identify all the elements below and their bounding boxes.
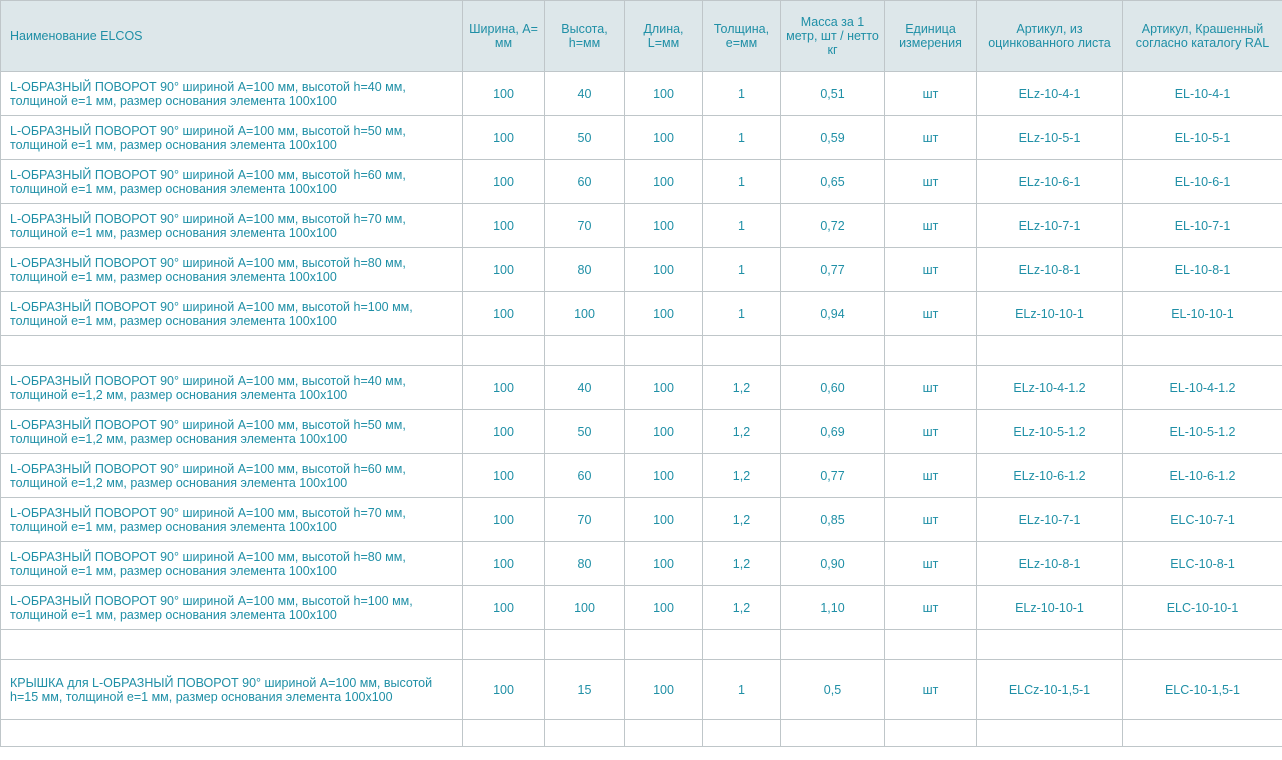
cell-article-zinc: ELz-10-10-1	[977, 586, 1123, 630]
cell-length: 100	[625, 498, 703, 542]
cell-thickness: 1,2	[703, 586, 781, 630]
header-article-ral: Артикул, Крашенный согласно каталогу RAL	[1123, 1, 1282, 72]
table-row	[1, 660, 1282, 720]
cell-unit: шт	[885, 292, 977, 336]
table-row	[1, 292, 1282, 336]
cell-width: 100	[463, 660, 545, 720]
table-row	[1, 160, 1282, 204]
empty-cell	[625, 630, 703, 660]
empty-cell	[463, 336, 545, 366]
cell-article-ral: EL-10-7-1	[1123, 204, 1282, 248]
cell-article-ral: EL-10-6-1.2	[1123, 454, 1282, 498]
empty-cell	[1, 720, 463, 747]
cell-name: L-ОБРАЗНЫЙ ПОВОРОТ 90° шириной A=100 мм, высотой h=50 мм, толщиной e=1 мм, размер основания элемента 100x100	[1, 116, 463, 160]
cell-height: 50	[545, 116, 625, 160]
cell-mass: 0,5	[781, 660, 885, 720]
cell-thickness: 1,2	[703, 410, 781, 454]
cell-width: 100	[463, 498, 545, 542]
header-unit: Единица измерения	[885, 1, 977, 72]
cell-thickness: 1	[703, 660, 781, 720]
cell-height: 40	[545, 366, 625, 410]
empty-cell	[545, 630, 625, 660]
cell-name: L-ОБРАЗНЫЙ ПОВОРОТ 90° шириной A=100 мм, высотой h=70 мм, толщиной e=1 мм, размер основания элемента 100x100	[1, 204, 463, 248]
empty-row	[1, 720, 1282, 747]
cell-article-zinc: ELz-10-7-1	[977, 204, 1123, 248]
cell-unit: шт	[885, 204, 977, 248]
empty-cell	[977, 336, 1123, 366]
cell-height: 15	[545, 660, 625, 720]
cell-width: 100	[463, 72, 545, 116]
empty-cell	[703, 630, 781, 660]
cell-height: 80	[545, 248, 625, 292]
cell-mass: 0,90	[781, 542, 885, 586]
cell-width: 100	[463, 586, 545, 630]
table-row	[1, 542, 1282, 586]
cell-article-zinc: ELz-10-7-1	[977, 498, 1123, 542]
cell-thickness: 1	[703, 160, 781, 204]
cell-width: 100	[463, 160, 545, 204]
cell-article-zinc: ELz-10-6-1.2	[977, 454, 1123, 498]
cell-unit: шт	[885, 542, 977, 586]
cell-width: 100	[463, 204, 545, 248]
cell-mass: 0,59	[781, 116, 885, 160]
cell-article-zinc: ELz-10-8-1	[977, 542, 1123, 586]
table-row	[1, 498, 1282, 542]
cell-name: L-ОБРАЗНЫЙ ПОВОРОТ 90° шириной A=100 мм, высотой h=40 мм, толщиной e=1 мм, размер основания элемента 100x100	[1, 72, 463, 116]
header-mass: Масса за 1 метр, шт / нетто кг	[781, 1, 885, 72]
cell-thickness: 1,2	[703, 366, 781, 410]
cell-article-ral: EL-10-8-1	[1123, 248, 1282, 292]
empty-cell	[1, 630, 463, 660]
cell-article-zinc: ELz-10-4-1.2	[977, 366, 1123, 410]
cell-article-zinc: ELz-10-5-1.2	[977, 410, 1123, 454]
empty-cell	[463, 720, 545, 747]
empty-cell	[977, 630, 1123, 660]
cell-article-ral: ELC-10-10-1	[1123, 586, 1282, 630]
cell-length: 100	[625, 586, 703, 630]
cell-name: L-ОБРАЗНЫЙ ПОВОРОТ 90° шириной A=100 мм, высотой h=70 мм, толщиной e=1 мм, размер основания элемента 100x100	[1, 498, 463, 542]
cell-mass: 0,69	[781, 410, 885, 454]
cell-mass: 0,51	[781, 72, 885, 116]
cell-height: 60	[545, 454, 625, 498]
cell-width: 100	[463, 116, 545, 160]
cell-name: L-ОБРАЗНЫЙ ПОВОРОТ 90° шириной A=100 мм, высотой h=100 мм, толщиной e=1 мм, размер основания элемента 100x100	[1, 586, 463, 630]
cell-unit: шт	[885, 660, 977, 720]
cell-article-zinc: ELz-10-5-1	[977, 116, 1123, 160]
empty-cell	[885, 720, 977, 747]
cell-width: 100	[463, 366, 545, 410]
cell-length: 100	[625, 292, 703, 336]
cell-article-ral: EL-10-10-1	[1123, 292, 1282, 336]
cell-name: L-ОБРАЗНЫЙ ПОВОРОТ 90° шириной A=100 мм, высотой h=100 мм, толщиной e=1 мм, размер основания элемента 100x100	[1, 292, 463, 336]
table-row	[1, 586, 1282, 630]
empty-cell	[885, 336, 977, 366]
cell-unit: шт	[885, 366, 977, 410]
cell-unit: шт	[885, 410, 977, 454]
cell-name: L-ОБРАЗНЫЙ ПОВОРОТ 90° шириной A=100 мм, высотой h=50 мм, толщиной e=1,2 мм, размер основания элемента 100x100	[1, 410, 463, 454]
cell-width: 100	[463, 454, 545, 498]
cell-thickness: 1,2	[703, 454, 781, 498]
header-thickness: Толщина, e=мм	[703, 1, 781, 72]
cell-article-ral: EL-10-5-1.2	[1123, 410, 1282, 454]
cell-width: 100	[463, 248, 545, 292]
table-row	[1, 410, 1282, 454]
empty-row	[1, 630, 1282, 660]
cell-mass: 0,72	[781, 204, 885, 248]
cell-name: L-ОБРАЗНЫЙ ПОВОРОТ 90° шириной A=100 мм, высотой h=60 мм, толщиной e=1,2 мм, размер основания элемента 100x100	[1, 454, 463, 498]
table-body	[1, 72, 1282, 747]
empty-cell	[781, 720, 885, 747]
cell-length: 100	[625, 116, 703, 160]
cell-height: 70	[545, 204, 625, 248]
cell-mass: 0,85	[781, 498, 885, 542]
cell-mass: 0,94	[781, 292, 885, 336]
cell-mass: 0,77	[781, 454, 885, 498]
empty-cell	[463, 630, 545, 660]
cell-height: 40	[545, 72, 625, 116]
cell-mass: 0,60	[781, 366, 885, 410]
cell-unit: шт	[885, 160, 977, 204]
empty-cell	[885, 630, 977, 660]
empty-cell	[1123, 630, 1282, 660]
empty-cell	[1123, 336, 1282, 366]
cell-width: 100	[463, 542, 545, 586]
header-length: Длина, L=мм	[625, 1, 703, 72]
cell-article-ral: EL-10-5-1	[1123, 116, 1282, 160]
cell-height: 100	[545, 586, 625, 630]
cell-length: 100	[625, 410, 703, 454]
cell-width: 100	[463, 292, 545, 336]
cell-height: 50	[545, 410, 625, 454]
cell-article-ral: EL-10-6-1	[1123, 160, 1282, 204]
cell-height: 70	[545, 498, 625, 542]
cell-length: 100	[625, 160, 703, 204]
cell-name: L-ОБРАЗНЫЙ ПОВОРОТ 90° шириной A=100 мм, высотой h=40 мм, толщиной e=1,2 мм, размер основания элемента 100x100	[1, 366, 463, 410]
header-width: Ширина, A= мм	[463, 1, 545, 72]
cell-height: 80	[545, 542, 625, 586]
cell-height: 100	[545, 292, 625, 336]
header-height: Высота, h=мм	[545, 1, 625, 72]
empty-cell	[545, 720, 625, 747]
cell-length: 100	[625, 248, 703, 292]
empty-cell	[1123, 720, 1282, 747]
table-row	[1, 72, 1282, 116]
cell-thickness: 1	[703, 204, 781, 248]
empty-row	[1, 336, 1282, 366]
cell-thickness: 1	[703, 72, 781, 116]
cell-length: 100	[625, 72, 703, 116]
empty-cell	[781, 336, 885, 366]
cell-article-ral: ELC-10-7-1	[1123, 498, 1282, 542]
cell-name: L-ОБРАЗНЫЙ ПОВОРОТ 90° шириной A=100 мм, высотой h=60 мм, толщиной e=1 мм, размер основания элемента 100x100	[1, 160, 463, 204]
cell-article-zinc: ELz-10-4-1	[977, 72, 1123, 116]
table-row	[1, 454, 1282, 498]
empty-cell	[545, 336, 625, 366]
empty-cell	[703, 720, 781, 747]
empty-cell	[781, 630, 885, 660]
cell-thickness: 1	[703, 292, 781, 336]
cell-mass: 0,65	[781, 160, 885, 204]
cell-article-zinc: ELCz-10-1,5-1	[977, 660, 1123, 720]
empty-cell	[977, 720, 1123, 747]
cell-article-zinc: ELz-10-6-1	[977, 160, 1123, 204]
cell-unit: шт	[885, 248, 977, 292]
cell-name: КРЫШКА для L-ОБРАЗНЫЙ ПОВОРОТ 90° шириной A=100 мм, высотой h=15 мм, толщиной e=1 мм, размер основания элемента 100x100	[1, 660, 463, 720]
empty-cell	[1, 336, 463, 366]
cell-mass: 1,10	[781, 586, 885, 630]
cell-length: 100	[625, 542, 703, 586]
cell-unit: шт	[885, 586, 977, 630]
table-row	[1, 204, 1282, 248]
empty-cell	[625, 336, 703, 366]
cell-name: L-ОБРАЗНЫЙ ПОВОРОТ 90° шириной A=100 мм, высотой h=80 мм, толщиной e=1 мм, размер основания элемента 100x100	[1, 248, 463, 292]
cell-thickness: 1,2	[703, 542, 781, 586]
cell-length: 100	[625, 204, 703, 248]
empty-cell	[703, 336, 781, 366]
cell-article-ral: ELC-10-1,5-1	[1123, 660, 1282, 720]
cell-length: 100	[625, 366, 703, 410]
cell-unit: шт	[885, 72, 977, 116]
cell-unit: шт	[885, 454, 977, 498]
cell-thickness: 1	[703, 116, 781, 160]
cell-unit: шт	[885, 116, 977, 160]
cell-article-zinc: ELz-10-10-1	[977, 292, 1123, 336]
table-row	[1, 116, 1282, 160]
cell-length: 100	[625, 454, 703, 498]
cell-article-ral: EL-10-4-1.2	[1123, 366, 1282, 410]
cell-height: 60	[545, 160, 625, 204]
empty-cell	[625, 720, 703, 747]
header-row	[1, 1, 1282, 72]
table-row	[1, 248, 1282, 292]
cell-name: L-ОБРАЗНЫЙ ПОВОРОТ 90° шириной A=100 мм, высотой h=80 мм, толщиной e=1 мм, размер основания элемента 100x100	[1, 542, 463, 586]
cell-unit: шт	[885, 498, 977, 542]
table-row	[1, 366, 1282, 410]
cell-article-ral: EL-10-4-1	[1123, 72, 1282, 116]
cell-thickness: 1,2	[703, 498, 781, 542]
cell-mass: 0,77	[781, 248, 885, 292]
cell-width: 100	[463, 410, 545, 454]
cell-thickness: 1	[703, 248, 781, 292]
cell-article-zinc: ELz-10-8-1	[977, 248, 1123, 292]
header-name: Наименование ELCOS	[1, 1, 463, 72]
cell-article-ral: ELC-10-8-1	[1123, 542, 1282, 586]
cell-length: 100	[625, 660, 703, 720]
header-article-zinc: Артикул, из оцинкованного листа	[977, 1, 1123, 72]
